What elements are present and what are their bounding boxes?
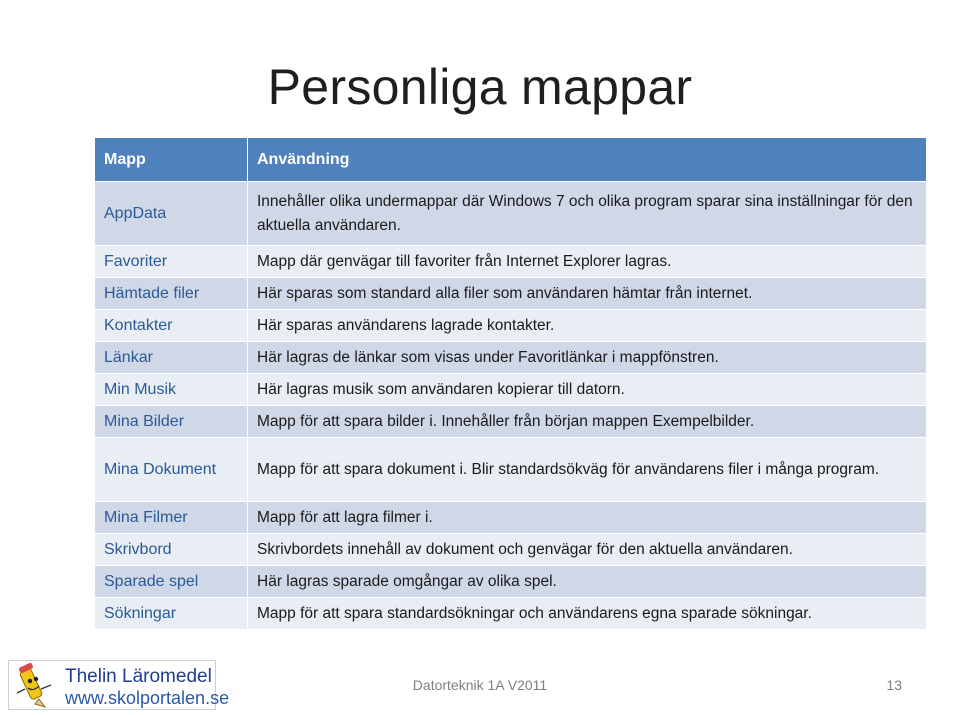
- table-row: [95, 342, 927, 374]
- table-row: [95, 374, 927, 406]
- folder-usage: Mapp för att spara standardsökningar och användarens egna sparade sökningar.: [248, 598, 927, 630]
- folder-name: Mina Filmer: [95, 502, 248, 534]
- table-row: [95, 598, 927, 630]
- folder-usage: Här lagras musik som användaren kopierar till datorn.: [248, 374, 927, 406]
- folder-name: Sökningar: [95, 598, 248, 630]
- table-row: [95, 534, 927, 566]
- folder-usage: Skrivbordets innehåll av dokument och genvägar för den aktuella användaren.: [248, 534, 927, 566]
- folder-usage: Här sparas som standard alla filer som användaren hämtar från internet.: [248, 278, 927, 310]
- folder-usage: Mapp där genvägar till favoriter från Internet Explorer lagras.: [248, 246, 927, 278]
- page-number: 13: [886, 677, 902, 693]
- folder-usage: Mapp för att spara dokument i. Blir standardsökväg för användarens filer i många program.: [248, 438, 927, 502]
- folder-name: Skrivbord: [95, 534, 248, 566]
- folder-usage: Innehåller olika undermappar där Windows 7 och olika program sparar sina inställningar för den aktuella användaren.: [248, 182, 927, 246]
- header-usage: Användning: [248, 138, 927, 182]
- folder-name: Mina Bilder: [95, 406, 248, 438]
- table-row: [95, 406, 927, 438]
- folder-name: Sparade spel: [95, 566, 248, 598]
- folder-name: AppData: [95, 182, 248, 246]
- folder-table: [94, 137, 927, 630]
- pencil-mascot-icon: [11, 663, 61, 709]
- header-folder: Mapp: [95, 138, 248, 182]
- table-row: [95, 278, 927, 310]
- folder-name: Favoriter: [95, 246, 248, 278]
- folder-usage: Här sparas användarens lagrade kontakter.: [248, 310, 927, 342]
- folder-name: Kontakter: [95, 310, 248, 342]
- slide-title: Personliga mappar: [267, 59, 693, 115]
- table-row: [95, 566, 927, 598]
- publisher-url[interactable]: www.skolportalen.se: [65, 688, 230, 708]
- table-row: [95, 502, 927, 534]
- table-header-row: [95, 138, 927, 182]
- table-row: [95, 310, 927, 342]
- table-row: [95, 246, 927, 278]
- folder-usage: Här lagras de länkar som visas under Favoritlänkar i mappfönstren.: [248, 342, 927, 374]
- table-row: [95, 438, 927, 502]
- publisher-logo[interactable]: [8, 660, 230, 710]
- publisher-name: Thelin Läromedel: [65, 666, 212, 687]
- folder-usage: Mapp för att spara bilder i. Innehåller från början mappen Exempelbilder.: [248, 406, 927, 438]
- footer-course: Datorteknik 1A V2011: [412, 677, 548, 693]
- folder-name: Länkar: [95, 342, 248, 374]
- folder-name: Hämtade filer: [95, 278, 248, 310]
- folder-name: Min Musik: [95, 374, 248, 406]
- folder-usage: Här lagras sparade omgångar av olika spel.: [248, 566, 927, 598]
- folder-name: Mina Dokument: [95, 438, 248, 502]
- table-row: [95, 182, 927, 246]
- folder-usage: Mapp för att lagra filmer i.: [248, 502, 927, 534]
